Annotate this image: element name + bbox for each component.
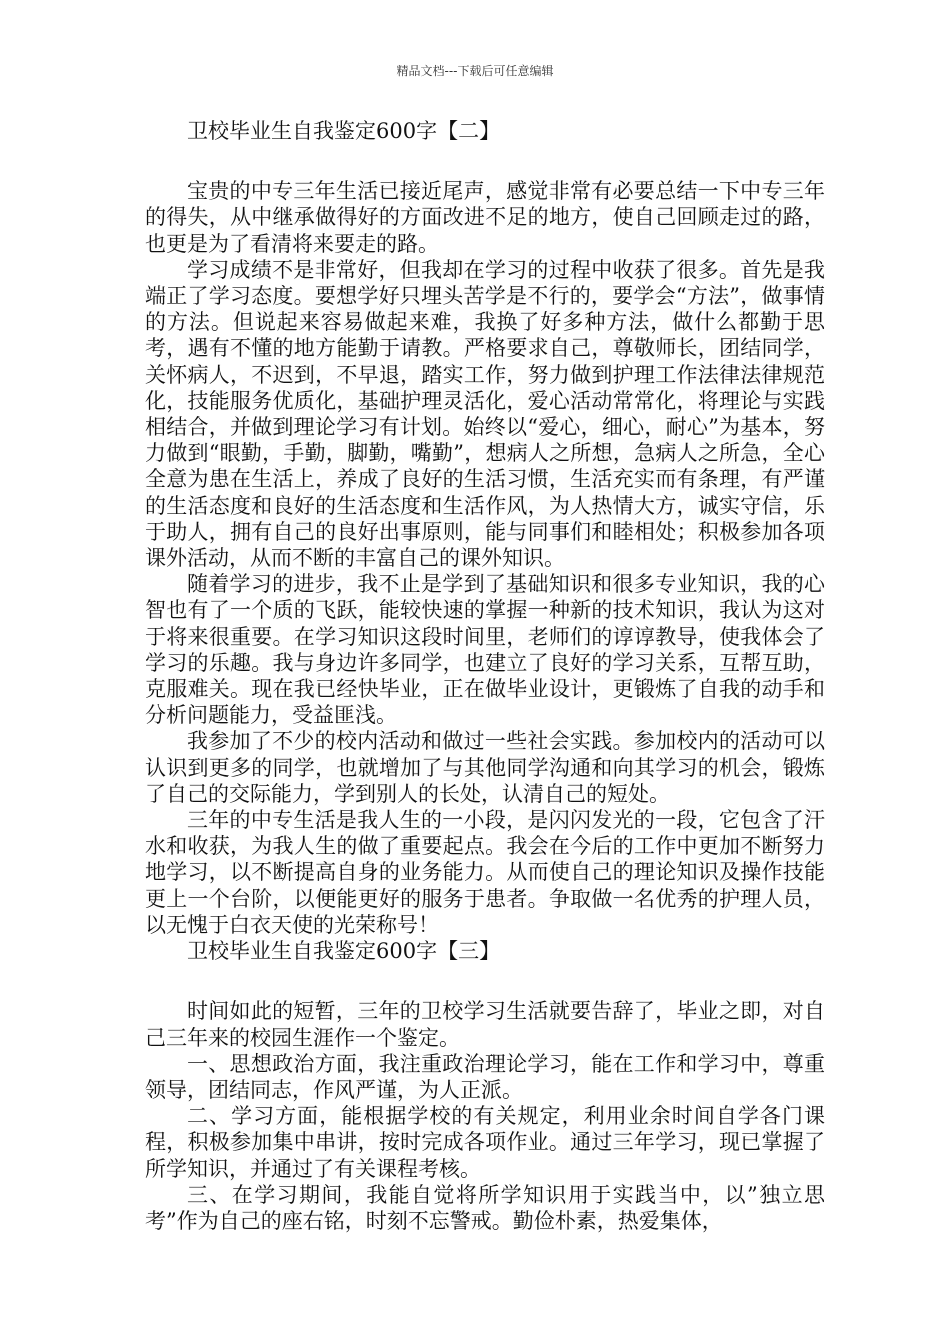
section-title-2: 卫校毕业生自我鉴定600字【二】: [187, 119, 501, 143]
section-title-3: 卫校毕业生自我鉴定600字【三】: [187, 939, 501, 964]
title-gap: [145, 170, 825, 178]
paragraph: 随着学习的进步，我不止是学到了基础知识和很多专业知识，我的心智也有了一个质的飞跃，能较快速的掌握一种新的技术知识，我认为这对于将来很重要。在学习知识这段时间里，老师们的谆谆教导，使我体会了学习的乐趣。我与身边许多同学，也建立了良好的学习关系，互帮互助，克服难关。现在我已经快毕业，正在做毕业设计，更锻炼了自我的动手和分析问题能力，受益匪浅。: [145, 572, 825, 728]
paragraph: 宝贵的中专三年生活已接近尾声，感觉非常有必要总结一下中专三年的得失，从中继承做得好的方面改进不足的地方，使自己回顾走过的路，也更是为了看清将来要走的路。: [145, 179, 825, 256]
title-spacer: [145, 964, 825, 990]
paragraph: 学习成绩不是非常好，但我却在学习的过程中收获了很多。首先是我端正了学习态度。要想学好只埋头苦学是不行的，要学会“方法”，做事情的方法。但说起来容易做起来难，我换了好多种方法，做什么都勤于思考，遇有不懂的地方能勤于请教。严格要求自己，尊敬师长，团结同学，关怀病人，不迟到，不早退，踏实工作，努力做到护理工作法律法律规范化，技能服务优质化，基础护理灵活化，爱心活动常常化，将理论与实践相结合，并做到理论学习有计划。始终以“爱心，细心，耐心”为基本，努力做到“眼勤，手勤，脚勤，嘴勤”，想病人之所想，急病人之所急，全心全意为患在生活上，养成了良好的生活习惯，生活充实而有条理，有严谨的生活态度和良好的生活态度和生活作风，为人热情大方，诚实守信，乐于助人，拥有自己的良好出事原则，能与同事们和睦相处；积极参加各项课外活动，从而不断的丰富自己的课外知识。: [145, 257, 825, 571]
paragraph: 三年的中专生活是我人生的一小段，是闪闪发光的一段，它包含了汗水和收获，为我人生的做了重要起点。我会在今后的工作中更加不断努力地学习，以不断提高自身的业务能力。从而使自己的理论知识及操作技能更上一个台阶，以便能更好的服务于患者。争取做一名优秀的护理人员，以无愧于白衣天使的光荣称号！: [145, 808, 825, 937]
paragraph: 我参加了不少的校内活动和做过一些社会实践。参加校内的活动可以认识到更多的同学，也就增加了与其他同学沟通和向其学习的机会，锻炼了自己的交际能力，学到别人的长处，认清自己的短处。: [145, 729, 825, 806]
paragraph: 时间如此的短暂，三年的卫校学习生活就要告辞了，毕业之即，对自己三年来的校园生涯作一个鉴定。: [145, 999, 825, 1050]
paragraph: 三、在学习期间，我能自觉将所学知识用于实践当中，以”独立思考”作为自己的座右铭，时刻不忘警戒。勤俭朴素，热爱集体，: [145, 1182, 825, 1233]
page-header: 精品文档---下载后可任意编辑: [396, 64, 554, 78]
title-gap: [145, 990, 825, 998]
document-body: [145, 118, 825, 1234]
paragraph: 一、思想政治方面，我注重政治理论学习，能在工作和学习中，尊重领导，团结同志，作风严谨，为人正派。: [145, 1051, 825, 1102]
title-spacer: [145, 144, 825, 170]
paragraph: 二、学习方面，能根据学校的有关规定，利用业余时间自学各门课程，积极参加集中串讲，按时完成各项作业。通过三年学习，现已掌握了所学知识，并通过了有关课程考核。: [145, 1104, 825, 1181]
